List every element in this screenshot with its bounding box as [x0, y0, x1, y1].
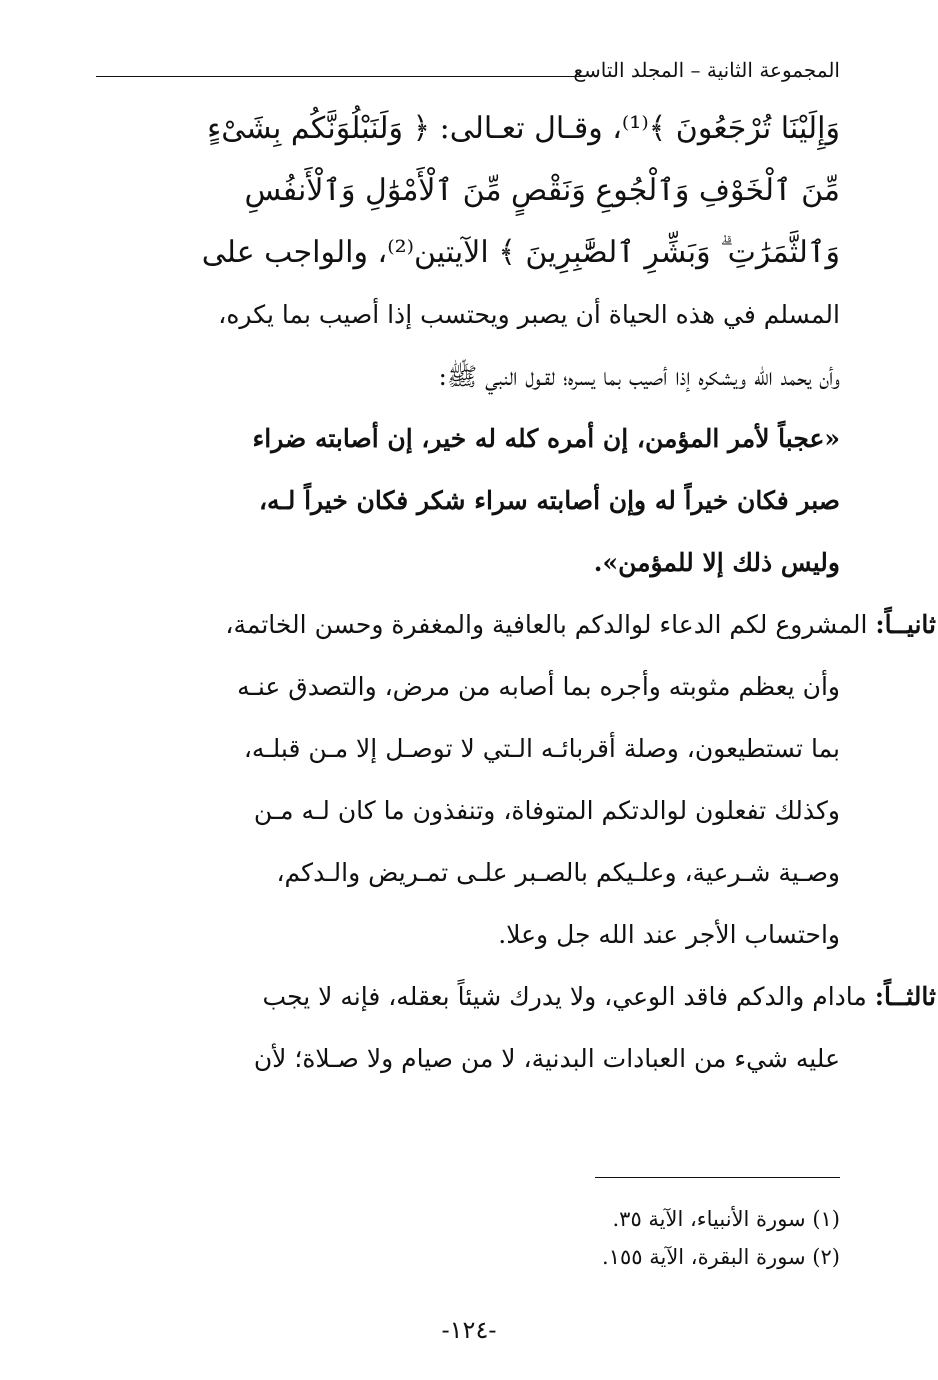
- text-line: وَٱلثَّمَرَٰتِ ۗ وَبَشِّرِ ٱلصَّٰبِرِينَ ﴾ الآيتين⁽²⁾، والواجب على: [201, 235, 840, 270]
- hadith-line: وليس ذلك إلا للمؤمن».: [593, 548, 840, 577]
- footnote: (١) سورة الأنبياء، الآية ٣٥.: [612, 1207, 840, 1231]
- point-label: ثالثــاً:: [874, 982, 936, 1011]
- footnote-rule: [595, 1177, 840, 1178]
- text-line: مِّنَ ٱلْخَوْفِ وَٱلْجُوعِ وَنَقْصٍ مِّنَ ٱلْأَمْوَٰلِ وَٱلْأَنفُسِ: [244, 173, 840, 208]
- text-line: بما تستطيعون، وصلة أقربائـه الـتي لا توصـل إلا مـن قبلـه،: [243, 734, 840, 763]
- footnote: (٢) سورة البقرة، الآية ١٥٥.: [602, 1245, 840, 1269]
- running-header: المجموعة الثانية – المجلد التاسع: [573, 58, 840, 82]
- hadith-line: صبر فكان خيراً له وإن أصابته سراء شكر فكان خيراً لـه،: [258, 486, 840, 515]
- text-line: وَإِلَيْنَا تُرْجَعُونَ ﴾⁽¹⁾، وقـال تعـالى: ﴿ وَلَنَبْلُوَنَّكُم بِشَىْءٍ: [207, 111, 840, 146]
- footnotes: [602, 1200, 840, 1276]
- text-line: ثالثــاً: مادام والدكم فاقد الوعي، ولا يدرك شيئاً بعقله، فإنه لا يجب: [262, 982, 936, 1011]
- hadith-line: «عجباً لأمر المؤمن، إن أمره كله له خير، إن أصابته ضراء: [252, 424, 840, 453]
- text-line: عليه شيء من العبادات البدنية، لا من صيام ولا صـلاة؛ لأن: [253, 1044, 840, 1073]
- text-line: وكذلك تفعلون لوالدتكم المتوفاة، وتنفذون ما كان لـه مـن: [253, 796, 840, 825]
- point-label: ثانيــاً:: [875, 610, 936, 639]
- text-line: وأن يعظم مثوبته وأجره بما أصابه من مرض، والتصدق عنـه: [237, 672, 840, 701]
- text-line: المسلم في هذه الحياة أن يصبر ويحتسب إذا أصيب بما يكره،: [218, 300, 840, 329]
- page-number: -١٢٤-: [441, 1316, 497, 1344]
- text-line: ثانيــاً: المشروع لكم الدعاء لوالدكم بالعافية والمغفرة وحسن الخاتمة،: [225, 610, 936, 639]
- text-line: واحتساب الأجر عند الله جل وعلا.: [498, 920, 840, 949]
- header-rule: [96, 76, 581, 77]
- text-line: وصـية شـرعية، وعلـيكم بالصـبر علـى تمـريض والـدكم،: [276, 858, 840, 887]
- body-text: [98, 98, 936, 1090]
- text-line: وأن يحمد الله ويشكره إذا أصيب بما يسره؛ لقـول النبي ﷺ:: [438, 362, 840, 391]
